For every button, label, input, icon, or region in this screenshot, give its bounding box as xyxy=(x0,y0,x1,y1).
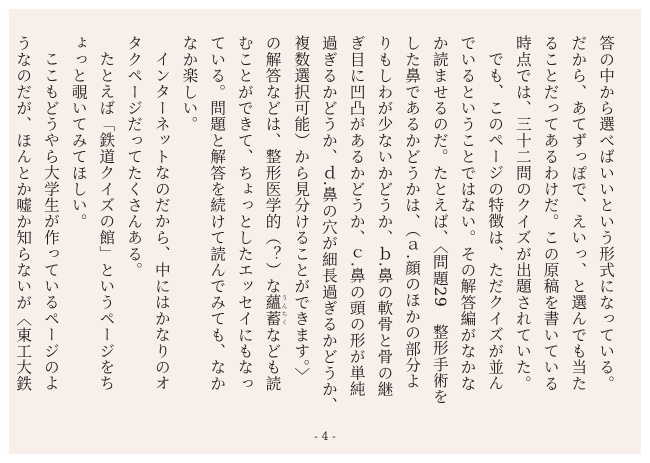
text-line: うなのだが、ほんとか嘘か知らないが〈東工大鉄 xyxy=(14,35,33,392)
text-line: した鼻であるかどうかは、（ａ.顔のほかの部分よ xyxy=(403,35,422,390)
body-text xyxy=(9,35,619,427)
text-line-with-ruby xyxy=(258,35,287,427)
text-line: なか楽しい。 xyxy=(180,35,199,133)
ruby-word xyxy=(263,294,288,327)
text-line: インターネットなのだから、中にはかなりのオ xyxy=(152,50,171,391)
text-segment: なども読 xyxy=(263,326,282,392)
text-line: だから、あてずっぽで、えいっ、と選んでも当た xyxy=(569,35,588,392)
text-line: でいるということではない。その解答編がなかな xyxy=(458,35,477,392)
text-line: りもしわが少ないかどうか、ｂ.鼻の軟骨と骨の継 xyxy=(375,35,394,397)
text-line: 複数選択可能）から見分けることができます。〉 xyxy=(292,35,311,384)
page-sheet xyxy=(9,9,641,454)
text-line: むことができて、ちょっとしたエッセイにもなっ xyxy=(235,35,254,392)
text-line: ることだってあるわけだ。この原稿を書いている xyxy=(541,35,560,392)
page-number: - 4 - xyxy=(314,430,336,443)
ruby-base: 蘊蓄 xyxy=(263,294,282,327)
text-line: ぎ目に凹凸があるかどうか、ｃ.鼻の頭の形が単純 xyxy=(347,35,366,397)
text-line: でも、このページの特徴は、ただクイズが並ん xyxy=(486,50,505,391)
text-segment: の解答などは、整形医学的（？）な xyxy=(263,35,282,295)
text-line: か読ませるのだ。たとえば、〈問題29 整形手術を xyxy=(430,35,449,405)
text-line: ょっと覗いてみてほしい。 xyxy=(69,35,88,230)
text-line: ている。問題と解答を続けて読んでみても、なか xyxy=(208,35,227,392)
ruby-reading: うんちく xyxy=(280,294,288,327)
text-line: 過ぎるかどうか、ｄ.鼻の穴が細長過ぎるかどうか、 xyxy=(319,35,338,414)
text-line: 時点では、三十二問のクイズが出題されていた。 xyxy=(513,35,532,392)
text-line: ここもどうやら大学生が作っているページのよ xyxy=(41,50,60,391)
text-line: たとえば「鉄道クイズの館」というページをち xyxy=(97,50,116,391)
text-line: 答の中から選べばいいという形式になっている。 xyxy=(597,35,615,392)
text-line: タクページだってたくさんある。 xyxy=(125,35,144,278)
